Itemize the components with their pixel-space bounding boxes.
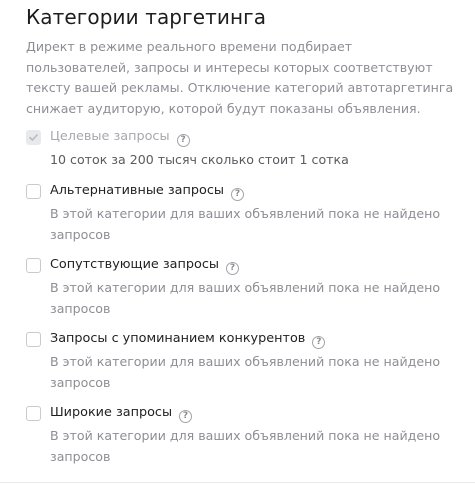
related-queries-label-text: Сопутствующие запросы (50, 257, 219, 272)
broad-queries-note: В этой категории для ваших объявлений пока не найдено запросов (50, 428, 441, 464)
related-queries-note: В этой категории для ваших объявлений пока не найдено запросов (50, 280, 441, 316)
check-icon (28, 132, 39, 143)
help-icon[interactable]: ? (177, 134, 190, 147)
competitor-queries-label-text: Запросы с упоминанием конкурентов (50, 331, 306, 346)
broad-queries-label[interactable] (50, 404, 192, 422)
target-queries-label (50, 128, 190, 146)
section-title: Категории таргетинга (26, 5, 267, 29)
alternative-queries-note: В этой категории для ваших объявлений пока не найдено запросов (50, 206, 441, 242)
broad-queries-checkbox[interactable] (26, 406, 41, 421)
target-queries-checkbox[interactable] (26, 130, 41, 145)
help-icon[interactable]: ? (312, 336, 325, 349)
related-queries-label[interactable] (50, 256, 239, 274)
help-icon[interactable]: ? (226, 262, 239, 275)
broad-queries-label-text: Широкие запросы (50, 405, 173, 420)
alternative-queries-label-text: Альтернативные запросы (50, 183, 224, 198)
competitor-queries-label[interactable] (50, 330, 325, 348)
related-queries-checkbox[interactable] (26, 258, 41, 273)
section-description: Директ в режиме реального времени подбирает пользователей, запросы и интересы которых соответствуют тексту вашей рекламы. Отключение категорий автотаргетинга снижает аудиторую, которой будут показаны объявления. (26, 39, 454, 116)
target-queries-note: 10 соток за 200 тысяч сколько стоит 1 сотка (50, 152, 349, 167)
help-icon[interactable]: ? (179, 410, 192, 423)
bottom-divider (0, 482, 475, 483)
help-icon[interactable]: ? (231, 188, 244, 201)
alternative-queries-checkbox[interactable] (26, 184, 41, 199)
competitor-queries-note: В этой категории для ваших объявлений пока не найдено запросов (50, 354, 441, 390)
target-queries-label-text: Целевые запросы (50, 129, 170, 144)
alternative-queries-label[interactable] (50, 182, 244, 200)
competitor-queries-checkbox[interactable] (26, 332, 41, 347)
